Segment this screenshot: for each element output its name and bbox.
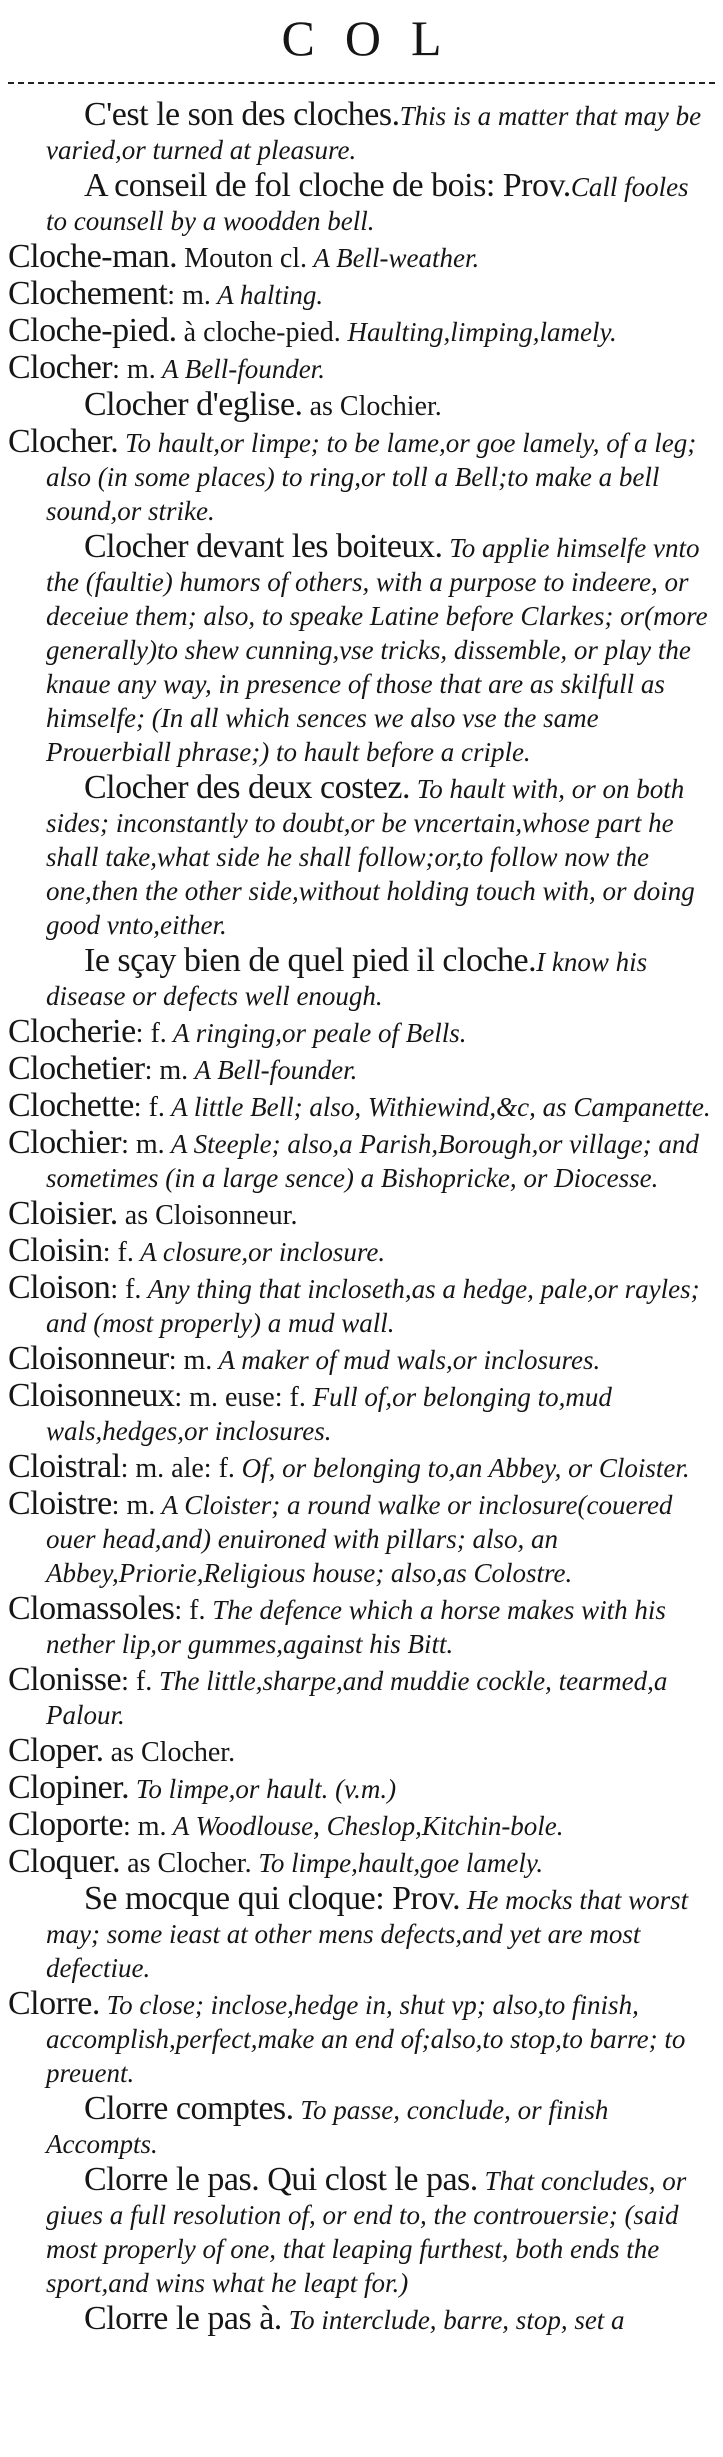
entry-headword: Cloche-pied. bbox=[8, 312, 177, 349]
entry-definition: To limpe,or hault. (v.m.) bbox=[129, 1774, 397, 1804]
entry-headword: Cloisier. bbox=[8, 1195, 118, 1232]
entry-grammar: : f. bbox=[110, 1274, 142, 1305]
entry-headword: Cloche-man. bbox=[8, 238, 178, 275]
entry-headword: Clochette bbox=[8, 1087, 134, 1124]
entry-headword: Cloquer. bbox=[8, 1843, 121, 1880]
dictionary-entry bbox=[8, 98, 716, 167]
dictionary-entry bbox=[8, 425, 716, 528]
entry-headword: Clocherie bbox=[8, 1013, 136, 1050]
entry-definition: A ringing,or peale of Bells. bbox=[166, 1018, 467, 1048]
dictionary-entry bbox=[8, 1234, 716, 1269]
entry-grammar: : f. bbox=[135, 1018, 167, 1049]
entry-headword: Cloisonneux bbox=[8, 1377, 175, 1414]
entry-grammar: à cloche-pied. bbox=[176, 317, 341, 348]
entry-grammar: : f. bbox=[174, 1595, 206, 1626]
entry-grammar: as Clochier. bbox=[302, 391, 442, 422]
dictionary-entry bbox=[8, 1015, 716, 1050]
dictionary-entry bbox=[8, 2302, 716, 2337]
entry-grammar: : m. euse: f. bbox=[174, 1382, 306, 1413]
entry-headword: Clonisse bbox=[8, 1661, 122, 1698]
dictionary-entry bbox=[8, 1808, 716, 1843]
entry-definition: A halting. bbox=[210, 280, 324, 310]
dictionary-entry bbox=[8, 351, 716, 386]
entry-definition: To limpe,hault,goe lamely. bbox=[251, 1848, 544, 1878]
entry-headword: Clochetier bbox=[8, 1050, 145, 1087]
entry-headword: Clorre comptes. bbox=[84, 2090, 294, 2127]
entry-headword: Clocher d'eglise. bbox=[84, 386, 303, 423]
page-header: COL bbox=[281, 10, 472, 66]
dictionary-entry bbox=[8, 530, 716, 769]
entry-definition: This is a matter that may be varied,or turned at pleasure. bbox=[46, 101, 702, 165]
entry-headword: Clorre le pas à. bbox=[84, 2300, 282, 2337]
dictionary-entry bbox=[8, 2092, 716, 2161]
entry-definition: To passe, conclude, or finish Accompts. bbox=[46, 2095, 609, 2159]
entry-headword: Cloporte bbox=[8, 1806, 123, 1843]
entry-definition: Full of,or belonging to,mud wals,hedges,or inclosures. bbox=[46, 1382, 612, 1446]
dictionary-entry bbox=[8, 277, 716, 312]
entry-headword: Cloistre bbox=[8, 1485, 112, 1522]
dictionary-entry bbox=[8, 169, 716, 238]
dictionary-entry bbox=[8, 1663, 716, 1732]
entry-headword: C'est le son des cloches. bbox=[84, 96, 400, 133]
entry-headword: Clochier bbox=[8, 1124, 122, 1161]
entry-grammar: as Clocher. bbox=[120, 1848, 252, 1879]
entry-definition: The little,sharpe,and muddie cockle, tearmed,a Palour. bbox=[46, 1666, 668, 1730]
entry-definition: To applie himselfe vnto the (faultie) humors of others, with a purpose to indeere, or deceiue them; also, to speake Latine before Clarkes; or(more generally)to shew cunning,vse tricks, dissemble, or play the knaue any way, in presence of those that are as skilfull as himselfe; (In all which sences we also vse the same Prouerbiall phrase;) to hault before a criple. bbox=[46, 533, 708, 767]
entry-headword: Clocher des deux costez. bbox=[84, 769, 410, 806]
dictionary-entry bbox=[8, 388, 716, 423]
entry-grammar: Mouton cl. bbox=[177, 243, 308, 274]
entry-definition: Any thing that incloseth,as a hedge, pale,or rayles; and (most properly) a mud wall. bbox=[46, 1274, 700, 1338]
entry-grammar: : m. bbox=[144, 1055, 189, 1086]
entry-list bbox=[8, 96, 716, 2337]
entry-definition: A Cloister; a round walke or inclosure(couered ouer head,and) enuironed with pillars; also, an Abbey,Priorie,Religious house; also,as Colostre. bbox=[46, 1490, 673, 1588]
entry-definition: A closure,or inclosure. bbox=[133, 1237, 386, 1267]
entry-definition: I know his disease or defects well enough. bbox=[46, 947, 648, 1011]
dictionary-entry bbox=[8, 1342, 716, 1377]
entry-headword: Clorre. bbox=[8, 1985, 100, 2022]
entry-definition: A Woodlouse, Cheslop,Kitchin-bole. bbox=[166, 1811, 564, 1841]
entry-definition: That concludes, or giues a full resolution of, or end to, the controuersie; (said most properly of one, that leaping furthest, both ends the sport,and wins what he leapt for.) bbox=[46, 2166, 687, 2298]
dictionary-entry bbox=[8, 1126, 716, 1195]
dictionary-entry bbox=[8, 1379, 716, 1448]
entry-definition: Of, or belonging to,an Abbey, or Cloister. bbox=[234, 1453, 690, 1483]
entry-definition: To hault,or limpe; to be lame,or goe lamely, of a leg; also (in some places) to ring,or toll a Bell;to make a bell sound,or strike. bbox=[46, 428, 697, 526]
entry-definition: A maker of mud wals,or inclosures. bbox=[212, 1345, 601, 1375]
dictionary-entry bbox=[8, 1882, 716, 1985]
entry-definition: To close; inclose,hedge in, shut vp; also,to finish, accomplish,perfect,make an end of;also,to stop,to barre; to preuent. bbox=[46, 1990, 686, 2088]
entry-definition: A Bell-weather. bbox=[307, 243, 480, 273]
entry-headword: Se mocque qui cloque: Prov. bbox=[84, 1880, 461, 1917]
dictionary-entry bbox=[8, 1450, 716, 1485]
dictionary-entry bbox=[8, 1052, 716, 1087]
dictionary-entry bbox=[8, 771, 716, 942]
entry-grammar: : f. bbox=[133, 1092, 165, 1123]
entry-grammar: : m. bbox=[167, 280, 211, 311]
entry-grammar: : f. bbox=[121, 1666, 153, 1697]
dictionary-entry bbox=[8, 1592, 716, 1661]
dictionary-entry bbox=[8, 2163, 716, 2300]
entry-headword: Clocher bbox=[8, 349, 113, 386]
entry-headword: Cloison bbox=[8, 1269, 111, 1306]
entry-definition: A Bell-founder. bbox=[155, 354, 325, 384]
entry-headword: Clopiner. bbox=[8, 1769, 130, 1806]
entry-headword: Cloisin bbox=[8, 1232, 103, 1269]
entry-grammar: : m. bbox=[122, 1811, 167, 1842]
dictionary-entry bbox=[8, 1734, 716, 1769]
entry-definition: A little Bell; also, Withiewind,&c, as Campanette. bbox=[164, 1092, 711, 1122]
entry-headword: Clorre le pas. Qui clost le pas. bbox=[84, 2161, 478, 2198]
dictionary-entry bbox=[8, 1089, 716, 1124]
entry-grammar: : m. bbox=[112, 354, 156, 385]
entry-headword: Clocher devant les boiteux. bbox=[84, 528, 443, 565]
entry-headword: Cloisonneur bbox=[8, 1340, 169, 1377]
entry-definition: To interclude, barre, stop, set a bbox=[281, 2305, 625, 2335]
dictionary-entry bbox=[8, 1487, 716, 1590]
entry-definition: Haulting,limping,lamely. bbox=[340, 317, 617, 347]
dictionary-entry bbox=[8, 944, 716, 1013]
entry-grammar: : m. ale: f. bbox=[120, 1453, 235, 1484]
header-rule bbox=[8, 82, 715, 84]
entry-headword: Cloistral bbox=[8, 1448, 121, 1485]
dictionary-entry bbox=[8, 1771, 716, 1806]
entry-grammar: : m. bbox=[168, 1345, 213, 1376]
entry-headword: Clocher. bbox=[8, 423, 119, 460]
entry-definition: He mocks that worst may; some ieast at other mens defects,and yet are most defectiue. bbox=[46, 1885, 689, 1983]
entry-grammar: as Cloisonneur. bbox=[117, 1200, 298, 1231]
dictionary-entry bbox=[8, 1271, 716, 1340]
dictionary-entry bbox=[8, 240, 716, 275]
entry-definition: Call fooles to counsell by a woodden bell. bbox=[46, 172, 689, 236]
entry-definition: To hault with, or on both sides; inconstantly to doubt,or be vncertain,whose part he shall take,what side he shall follow;or,to follow now the one,then the other side,without holding touch with, or doing good vnto,either. bbox=[46, 774, 695, 940]
entry-definition: The defence which a horse makes with his nether lip,or gummes,against his Bitt. bbox=[46, 1595, 666, 1659]
entry-headword: Ie sçay bien de quel pied il cloche. bbox=[84, 942, 537, 979]
dictionary-entry bbox=[8, 1845, 716, 1880]
entry-headword: A conseil de fol cloche de bois: Prov. bbox=[84, 167, 571, 204]
entry-headword: Cloper. bbox=[8, 1732, 104, 1769]
dictionary-entry bbox=[8, 1197, 716, 1232]
entry-definition: A Steeple; also,a Parish,Borough,or village; and sometimes (in a large sence) a Bishopricke, or Diocesse. bbox=[46, 1129, 699, 1193]
entry-headword: Clomassoles bbox=[8, 1590, 175, 1627]
entry-grammar: : m. bbox=[121, 1129, 165, 1160]
entry-headword: Clochement bbox=[8, 275, 168, 312]
entry-definition: A Bell-founder. bbox=[188, 1055, 358, 1085]
entry-grammar: : m. bbox=[111, 1490, 156, 1521]
entry-grammar: as Clocher. bbox=[103, 1737, 236, 1768]
entry-grammar: : f. bbox=[102, 1237, 134, 1268]
dictionary-entry bbox=[8, 1987, 716, 2090]
dictionary-entry bbox=[8, 314, 716, 349]
